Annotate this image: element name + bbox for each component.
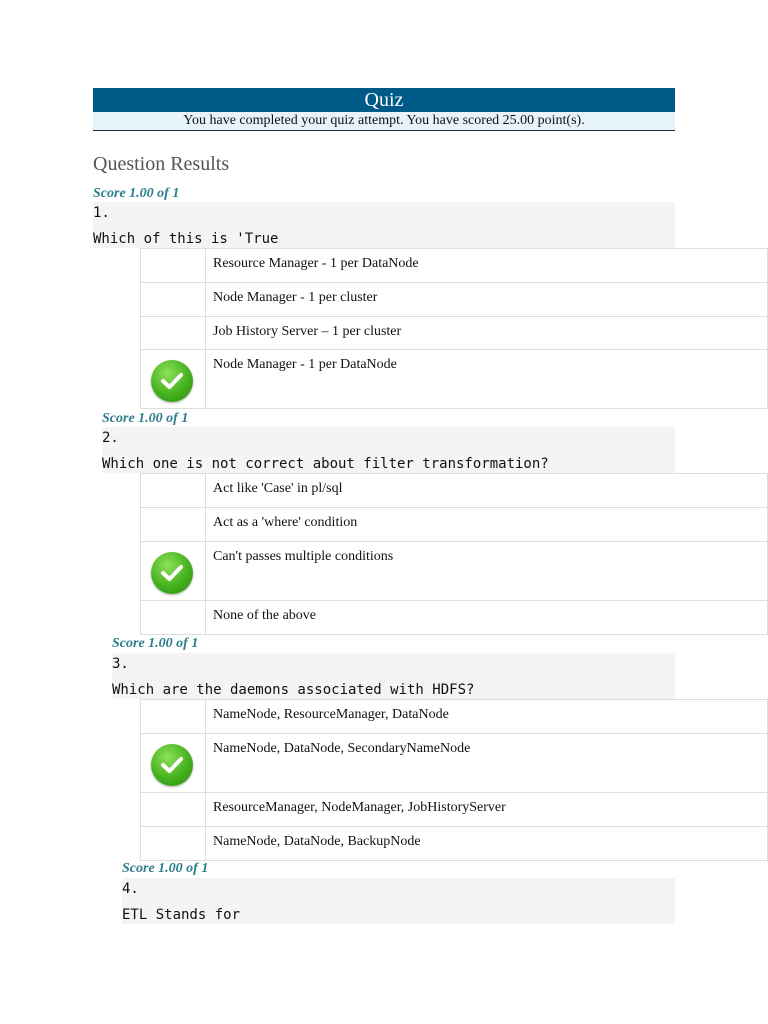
answer-text: None of the above: [206, 601, 768, 635]
answer-marker-cell: [141, 793, 206, 827]
answer-row: [141, 827, 768, 861]
answer-row: [141, 508, 768, 542]
answer-row: [141, 474, 768, 508]
question-3-score: Score 1.00 of 1: [112, 636, 199, 651]
answer-marker-cell: [141, 734, 206, 793]
answer-text: NameNode, ResourceManager, DataNode: [206, 700, 768, 734]
answer-row: [141, 317, 768, 350]
question-1-number: 1.: [93, 205, 110, 221]
quiz-title: Quiz: [93, 88, 675, 112]
question-1-text: Which of this is 'True: [93, 231, 279, 247]
check-circle-icon: [151, 744, 193, 786]
answer-marker-cell: [141, 317, 206, 350]
question-4-text: ETL Stands for: [122, 907, 241, 923]
answer-text: Node Manager - 1 per cluster: [206, 283, 768, 317]
question-1-box: [93, 202, 675, 248]
question-2-number: 2.: [102, 430, 119, 446]
answer-marker-cell: [141, 249, 206, 283]
question-3-answers: [140, 699, 768, 861]
answer-row: [141, 700, 768, 734]
answer-row-correct: [141, 542, 768, 601]
answer-text: ResourceManager, NodeManager, JobHistoryServer: [206, 793, 768, 827]
question-4-box: [122, 878, 675, 924]
answer-text: Job History Server – 1 per cluster: [206, 317, 768, 350]
question-2-score: Score 1.00 of 1: [102, 411, 189, 426]
answer-text: Node Manager - 1 per DataNode: [206, 350, 768, 409]
question-4-score: Score 1.00 of 1: [122, 861, 209, 876]
question-4-number: 4.: [122, 881, 139, 897]
question-2-box: [102, 427, 675, 473]
answer-marker-cell: [141, 283, 206, 317]
question-2-text: Which one is not correct about filter transformation?: [102, 456, 549, 472]
answer-row: [141, 601, 768, 635]
question-1-answers: [140, 248, 768, 409]
answer-text: Can't passes multiple conditions: [206, 542, 768, 601]
answer-text: NameNode, DataNode, BackupNode: [206, 827, 768, 861]
answer-row-correct: [141, 734, 768, 793]
answer-row: [141, 249, 768, 283]
answer-row-correct: [141, 350, 768, 409]
answer-marker-cell: [141, 350, 206, 409]
check-circle-icon: [151, 360, 193, 402]
question-3-number: 3.: [112, 656, 129, 672]
answer-text: NameNode, DataNode, SecondaryNameNode: [206, 734, 768, 793]
question-1-score: Score 1.00 of 1: [93, 186, 180, 201]
answer-marker-cell: [141, 474, 206, 508]
question-3-text: Which are the daemons associated with HDFS?: [112, 682, 475, 698]
answer-marker-cell: [141, 601, 206, 635]
section-title: Question Results: [93, 153, 230, 175]
answer-marker-cell: [141, 542, 206, 601]
quiz-summary: You have completed your quiz attempt. You have scored 25.00 point(s).: [93, 112, 675, 131]
answer-text: Act as a 'where' condition: [206, 508, 768, 542]
answer-text: Resource Manager - 1 per DataNode: [206, 249, 768, 283]
answer-text: Act like 'Case' in pl/sql: [206, 474, 768, 508]
answer-marker-cell: [141, 508, 206, 542]
answer-row: [141, 793, 768, 827]
answer-marker-cell: [141, 827, 206, 861]
question-2-answers: [140, 473, 768, 635]
answer-row: [141, 283, 768, 317]
check-circle-icon: [151, 552, 193, 594]
question-3-box: [112, 653, 675, 699]
answer-marker-cell: [141, 700, 206, 734]
